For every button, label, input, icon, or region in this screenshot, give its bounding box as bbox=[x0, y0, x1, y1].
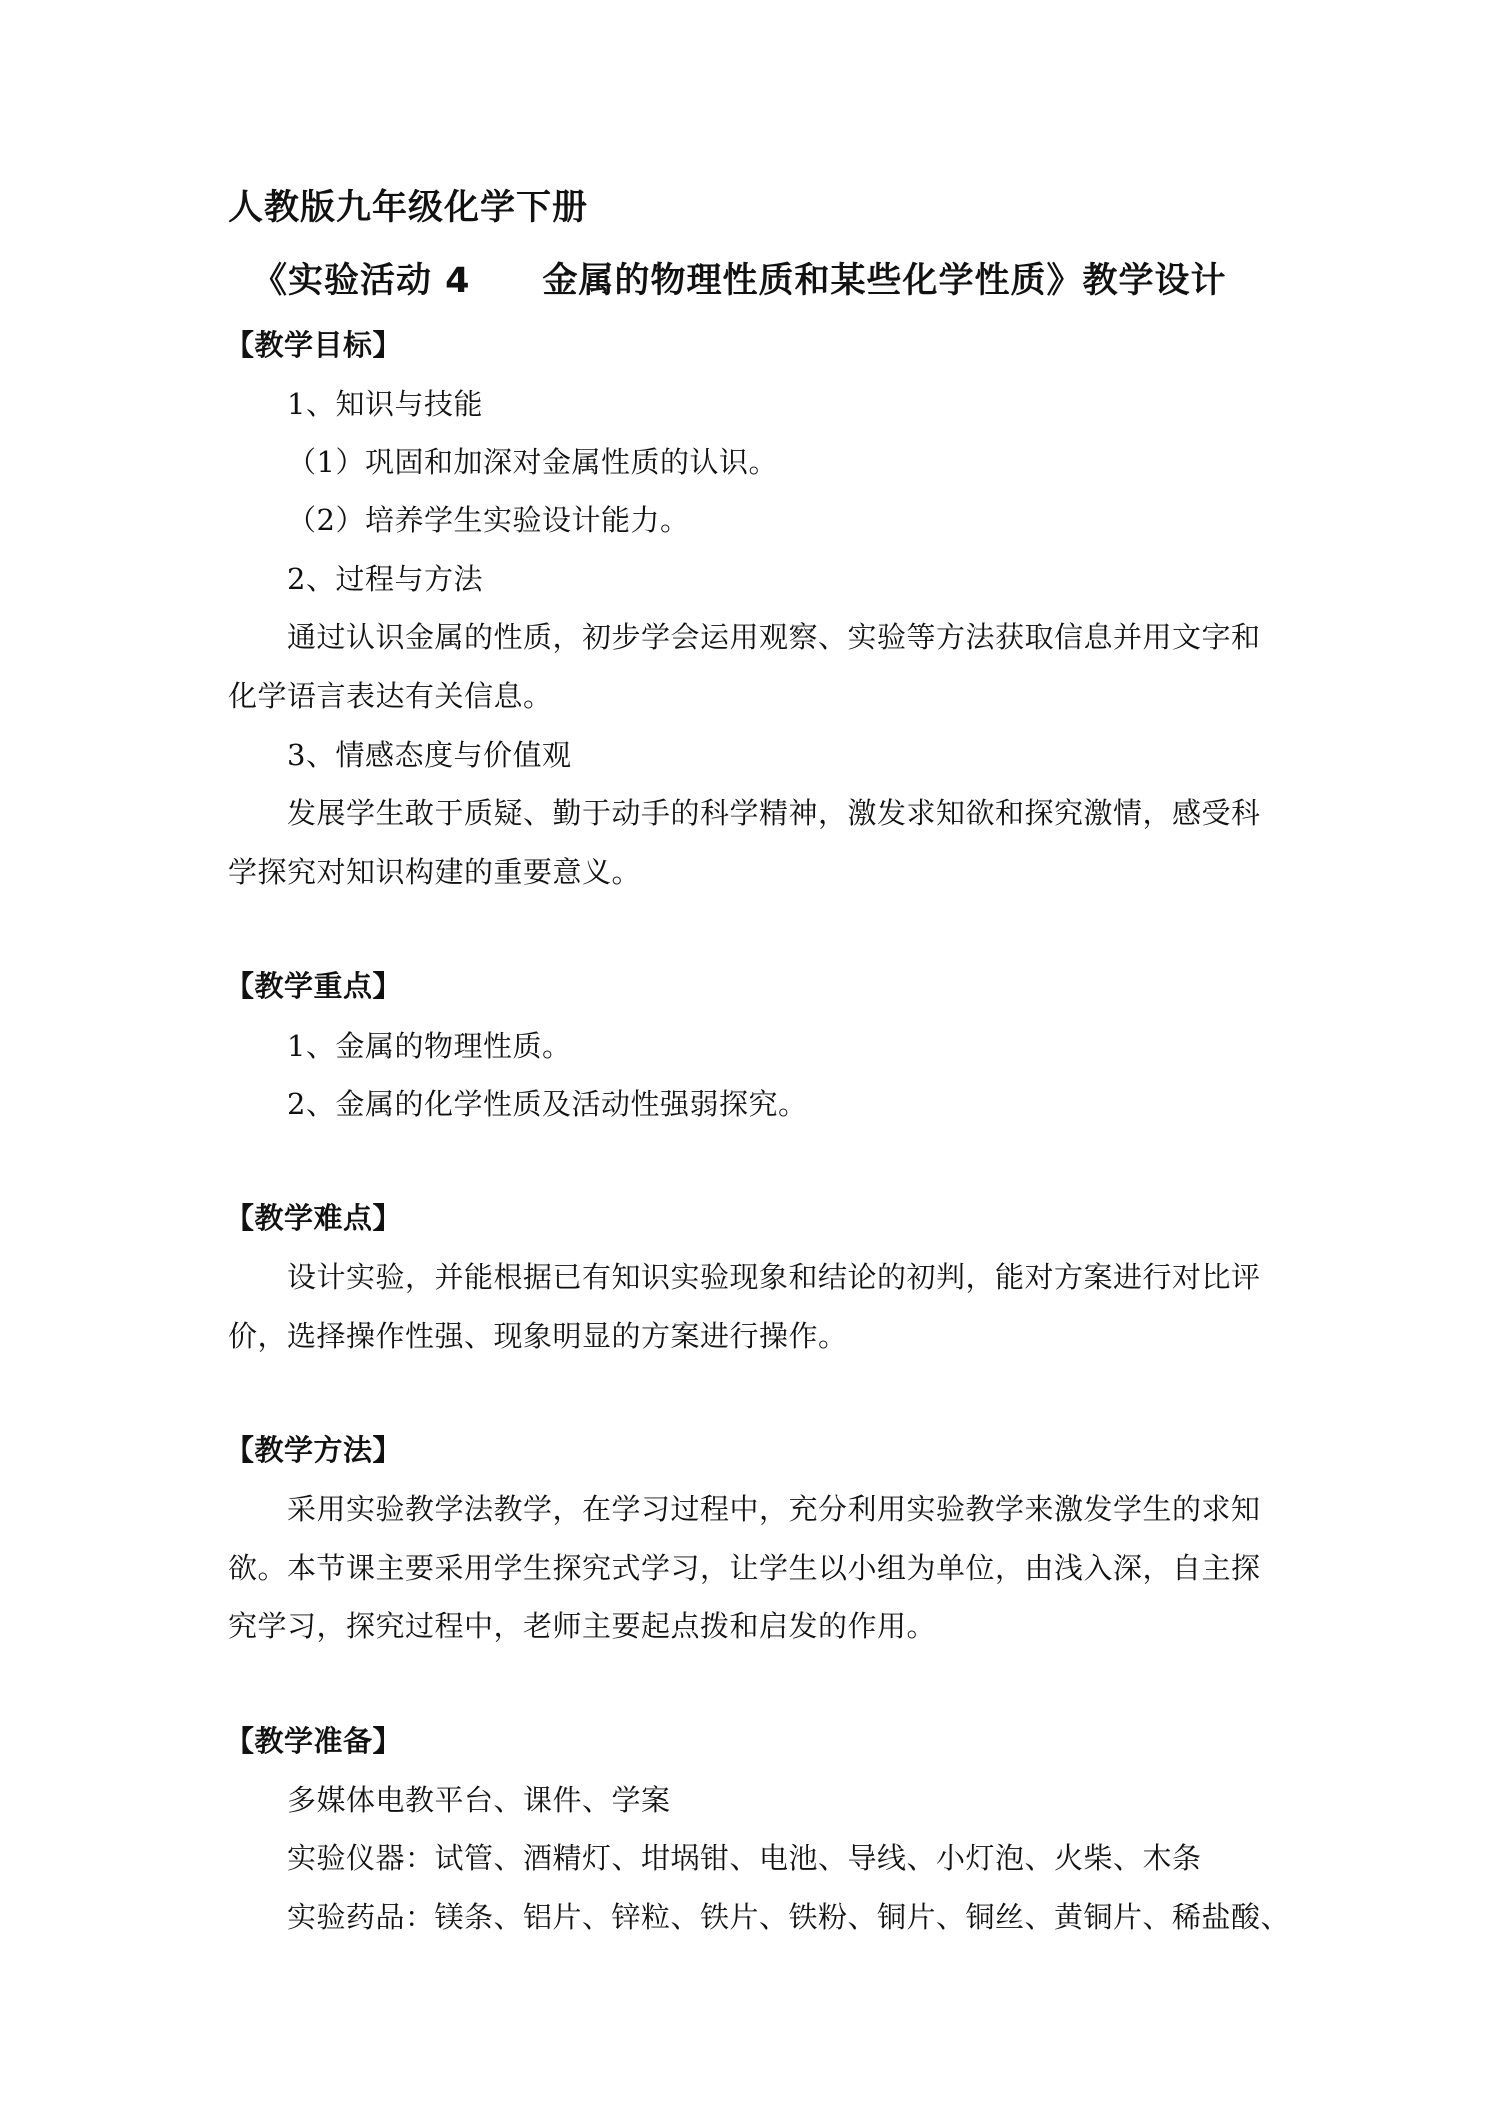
key-point-item-2: 2、金属的化学性质及活动性强弱探究。 bbox=[287, 1087, 808, 1121]
objective-process-title: 2、过程与方法 bbox=[287, 562, 483, 596]
objective-knowledge-item-2: （2）培养学生实验设计能力。 bbox=[287, 503, 690, 537]
methods-text-line-2: 欲。本节课主要采用学生探究式学习，让学生以小组为单位，由浅入深，自主探 bbox=[228, 1551, 1261, 1585]
objective-process-text-line-1: 通过认识金属的性质，初步学会运用观察、实验等方法获取信息并用文字和 bbox=[287, 620, 1261, 654]
objective-emotion-title: 3、情感态度与价值观 bbox=[287, 738, 572, 772]
document-subtitle: 《实验活动 4 金属的物理性质和某些化学性质》教学设计 bbox=[252, 261, 1227, 301]
preparation-line-1: 多媒体电教平台、课件、学案 bbox=[287, 1783, 671, 1817]
objective-process-text-line-2: 化学语言表达有关信息。 bbox=[228, 679, 553, 713]
difficulties-text-line-2: 价，选择操作性强、现象明显的方案进行操作。 bbox=[228, 1319, 848, 1353]
section-heading-preparation: 【教学准备】 bbox=[225, 1724, 403, 1758]
objective-knowledge-item-1: （1）巩固和加深对金属性质的认识。 bbox=[287, 445, 778, 479]
section-heading-key-points: 【教学重点】 bbox=[225, 969, 403, 1003]
methods-text-line-1: 采用实验教学法教学，在学习过程中，充分利用实验教学来激发学生的求知 bbox=[287, 1492, 1261, 1526]
key-point-item-1: 1、金属的物理性质。 bbox=[287, 1029, 572, 1063]
document-title: 人教版九年级化学下册 bbox=[228, 188, 589, 228]
section-heading-objectives: 【教学目标】 bbox=[225, 328, 403, 362]
difficulties-text-line-1: 设计实验，并能根据已有知识实验现象和结论的初判，能对方案进行对比评 bbox=[287, 1260, 1261, 1294]
objective-emotion-text-line-2: 学探究对知识构建的重要意义。 bbox=[228, 855, 642, 889]
objective-knowledge-title: 1、知识与技能 bbox=[287, 387, 483, 421]
preparation-line-3: 实验药品：镁条、铝片、锌粒、铁片、铁粉、铜片、铜丝、黄铜片、稀盐酸、 bbox=[287, 1900, 1291, 1934]
section-heading-difficulties: 【教学难点】 bbox=[225, 1201, 403, 1235]
preparation-line-2: 实验仪器：试管、酒精灯、坩埚钳、电池、导线、小灯泡、火柴、木条 bbox=[287, 1841, 1202, 1875]
objective-emotion-text-line-1: 发展学生敢于质疑、勤于动手的科学精神，激发求知欲和探究激情，感受科 bbox=[287, 796, 1261, 830]
section-heading-methods: 【教学方法】 bbox=[225, 1433, 403, 1467]
methods-text-line-3: 究学习，探究过程中，老师主要起点拨和启发的作用。 bbox=[228, 1609, 937, 1643]
